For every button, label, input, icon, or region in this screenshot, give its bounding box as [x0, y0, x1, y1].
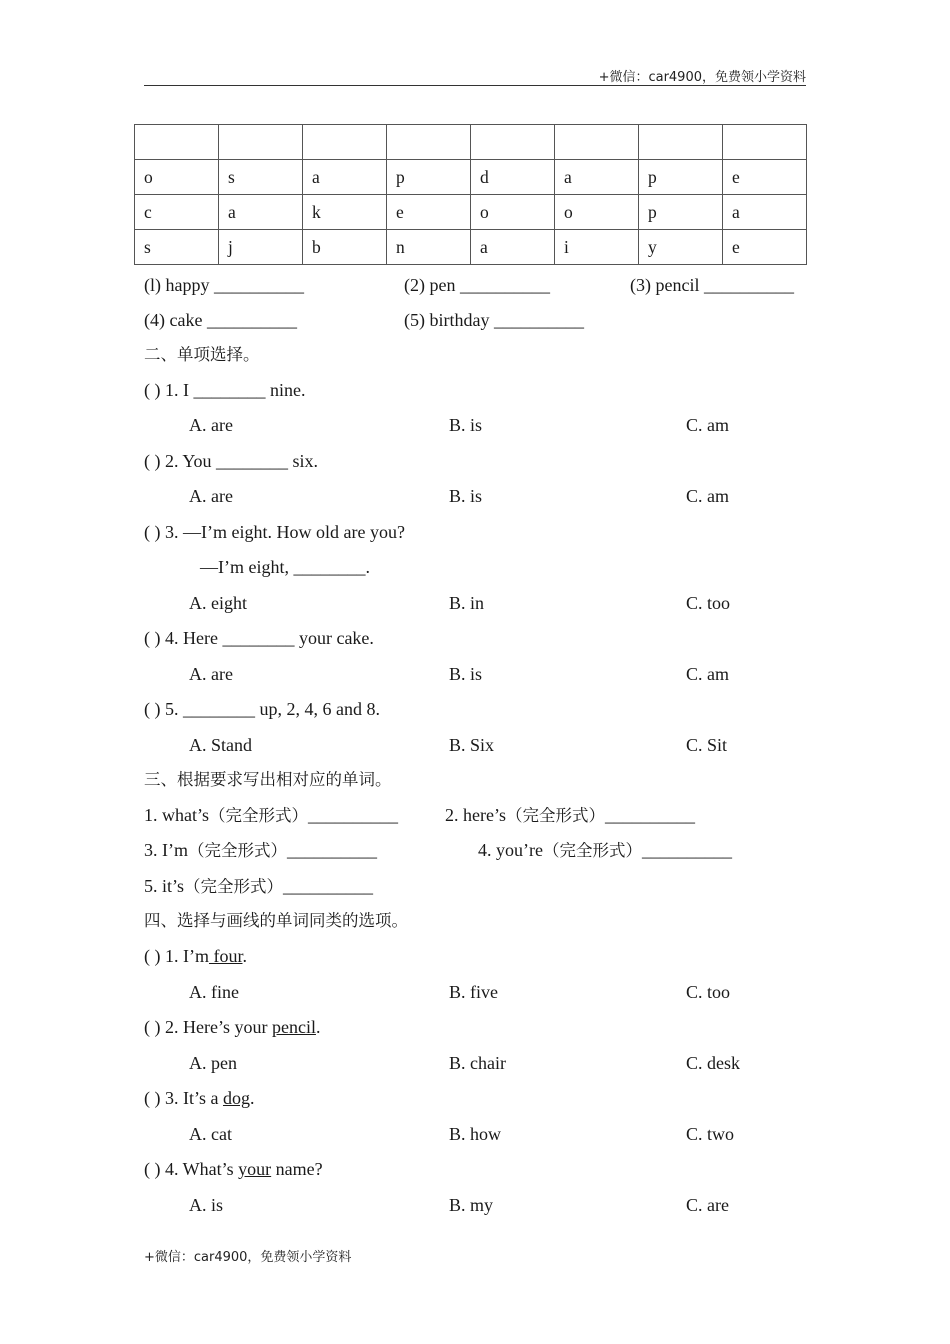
wordsearch-item: (2) pen __________ — [404, 275, 550, 295]
option-a: A. is — [189, 1195, 224, 1215]
option-b: B. in — [449, 593, 485, 613]
conversion-item — [144, 839, 377, 862]
grid-cell: s — [219, 160, 303, 195]
option-c: C. are — [686, 1195, 729, 1215]
grid-cell: e — [723, 160, 807, 195]
conversion-note: （完全形式） — [188, 841, 287, 860]
option-c: C. Sit — [686, 735, 728, 755]
stem-text: ( ) 1. I’m — [144, 946, 209, 966]
option-a: A. cat — [189, 1124, 232, 1144]
header-text: +微信：car4900，免费领小学资料 — [598, 70, 806, 85]
grid-cell: n — [387, 230, 471, 265]
option-c: C. am — [686, 664, 729, 684]
conversion-word: 1. what’s — [144, 805, 209, 825]
wordsearch-item: (4) cake __________ — [144, 310, 297, 330]
question-stem: ( ) 5. ________ up, 2, 4, 6 and 8. — [144, 699, 380, 719]
option-c: C. too — [686, 982, 731, 1002]
option-b: B. is — [449, 664, 483, 684]
stem-text: ( ) 4. What’s — [144, 1159, 239, 1179]
grid-cell: a — [471, 230, 555, 265]
grid-row — [135, 195, 807, 230]
grid-cell — [303, 125, 387, 160]
stem-text: name? — [271, 1159, 323, 1179]
question-stem: ( ) 1. I ________ nine. — [144, 380, 306, 400]
footer-text: +微信：car4900，免费领小学资料 — [144, 1250, 352, 1265]
option-b: B. five — [449, 982, 498, 1002]
question-stem — [144, 945, 247, 967]
question-stem — [144, 1158, 323, 1180]
question-stem-continuation: —I’m eight, ________. — [200, 557, 370, 577]
grid-cell: p — [639, 195, 723, 230]
option-b: B. how — [449, 1124, 502, 1144]
grid-cell — [723, 125, 807, 160]
option-c: C. desk — [686, 1053, 740, 1073]
question-stem: ( ) 2. You ________ six. — [144, 451, 319, 471]
grid-cell: p — [639, 160, 723, 195]
option-a: A. are — [189, 486, 233, 506]
conversion-note: （完全形式） — [505, 806, 605, 825]
answer-blank: __________ — [287, 840, 377, 860]
underlined-word: dog — [222, 1088, 250, 1108]
grid-cell: i — [555, 230, 639, 265]
grid-cell: p — [387, 160, 471, 195]
letter-grid — [134, 124, 807, 265]
conversion-word: 3. I’m — [144, 840, 188, 860]
grid-cell: a — [723, 195, 807, 230]
answer-blank: __________ — [641, 840, 732, 860]
option-a: A. eight — [189, 593, 247, 613]
grid-cell: a — [555, 160, 639, 195]
grid-row — [135, 160, 807, 195]
grid-row — [135, 125, 807, 160]
grid-cell: b — [303, 230, 387, 265]
section-title: 二、单项选择。 — [144, 345, 260, 364]
answer-blank: __________ — [308, 805, 398, 825]
header-rule — [144, 85, 806, 86]
underlined-word: pencil — [271, 1017, 316, 1037]
grid-cell: e — [723, 230, 807, 265]
option-c: C. am — [686, 415, 729, 435]
conversion-word: 2. here’s — [445, 805, 506, 825]
option-a: A. pen — [189, 1053, 237, 1073]
grid-cell: o — [471, 195, 555, 230]
stem-text: ( ) 2. Here’s your — [144, 1017, 272, 1037]
grid-cell: o — [555, 195, 639, 230]
grid-row — [135, 230, 807, 265]
grid-cell: d — [471, 160, 555, 195]
conversion-item — [144, 875, 373, 898]
grid-cell — [219, 125, 303, 160]
underlined-word: four — [208, 946, 243, 966]
grid-cell — [471, 125, 555, 160]
grid-cell: c — [135, 195, 219, 230]
grid-cell: a — [303, 160, 387, 195]
option-b: B. Six — [449, 735, 495, 755]
grid-cell — [639, 125, 723, 160]
option-b: B. my — [449, 1195, 494, 1215]
grid-cell: y — [639, 230, 723, 265]
grid-cell — [555, 125, 639, 160]
option-a: A. are — [189, 415, 233, 435]
grid-cell: o — [135, 160, 219, 195]
question-stem — [144, 1087, 254, 1109]
conversion-item — [445, 804, 695, 827]
wordsearch-item: (l) happy __________ — [144, 275, 304, 295]
stem-text: ( ) 3. It’s a — [144, 1088, 223, 1108]
question-stem — [144, 1016, 320, 1038]
stem-text: . — [249, 1088, 255, 1108]
section-title: 三、根据要求写出相对应的单词。 — [144, 770, 392, 789]
conversion-item — [144, 804, 398, 827]
grid-cell: e — [387, 195, 471, 230]
question-stem: ( ) 3. —I’m eight. How old are you? — [144, 522, 405, 542]
grid-cell — [387, 125, 471, 160]
option-b: B. is — [449, 415, 483, 435]
stem-text: . — [242, 946, 247, 966]
underlined-word: your — [238, 1159, 272, 1179]
wordsearch-item: (3) pencil __________ — [630, 275, 794, 295]
stem-text: . — [315, 1017, 321, 1037]
option-b: B. chair — [449, 1053, 506, 1073]
conversion-word: 5. it’s — [144, 876, 185, 896]
option-b: B. is — [449, 486, 483, 506]
grid-cell — [135, 125, 219, 160]
conversion-note: （完全形式） — [209, 806, 308, 825]
option-a: A. fine — [189, 982, 239, 1002]
grid-cell: s — [135, 230, 219, 265]
conversion-note: （完全形式） — [184, 877, 284, 896]
section-title: 四、选择与画线的单词同类的选项。 — [144, 911, 408, 930]
grid-cell: a — [219, 195, 303, 230]
grid-cell: k — [303, 195, 387, 230]
grid-cell: j — [219, 230, 303, 265]
option-a: A. Stand — [189, 735, 252, 755]
conversion-note: （完全形式） — [542, 841, 642, 860]
option-c: C. two — [686, 1124, 735, 1144]
option-a: A. are — [189, 664, 233, 684]
question-stem: ( ) 4. Here ________ your cake. — [144, 628, 374, 648]
answer-blank: __________ — [283, 876, 374, 896]
conversion-word: 4. you’re — [478, 840, 543, 860]
conversion-item — [478, 839, 732, 862]
wordsearch-item: (5) birthday __________ — [404, 310, 584, 330]
option-c: C. am — [686, 486, 729, 506]
answer-blank: __________ — [604, 805, 695, 825]
option-c: C. too — [686, 593, 731, 613]
